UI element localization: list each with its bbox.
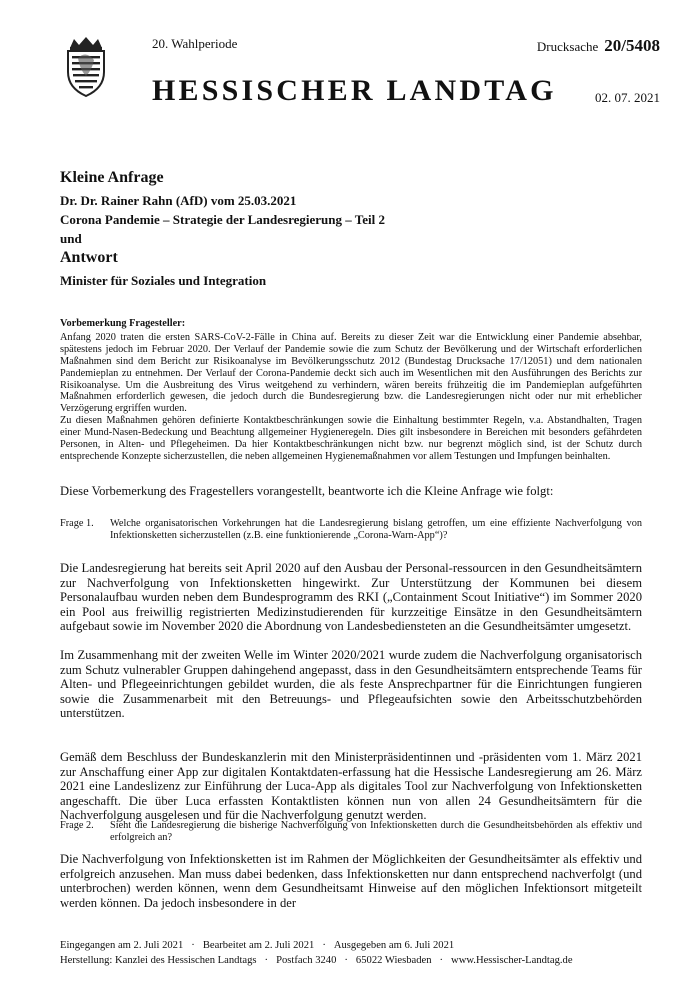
publisher: Herstellung: Kanzlei des Hessischen Landtags [60,955,257,966]
separator: · [439,955,444,966]
answer-kind: Antwort [60,249,118,266]
drucksache-label: Drucksache [536,39,599,54]
hessen-coat-of-arms-logo [60,36,112,98]
question-number: Frage 2. [60,820,94,831]
footer [60,938,660,968]
answer-paragraph: Gemäß dem Beschluss der Bundeskanzlerin mit den Ministerpräsidentinnen und -präsidenten vom 1. März 2021 zur Anschaffung einer App zur digitalen Kontaktdaten-erfassung hat die Hessische Landesregierung am 26. März 2021 eine Landeslizenz zur Einführung der Luca-App als digitales Tool zur Nachverfolgung von Infektionsketten angeschafft. Die über Luca erfassten Kontaktlisten können nun von allen 24 Gesundheitsämtern für die Nachverfolgung ausgelesen und für die Nachverfolgung genutzt werden. [60,750,642,823]
drucksache [537,36,660,56]
footer-publisher [60,953,660,968]
publication-date: 02. 07. 2021 [595,90,660,105]
separator: · [191,940,195,951]
separator: · [344,955,348,966]
separator: · [322,940,326,951]
vorbemerkung-label: Vorbemerkung Fragesteller: [60,318,186,329]
answer-paragraph: Im Zusammenhang mit der zweiten Welle im Winter 2020/2021 wurde zudem die Nachverfolgung organisatorisch zum Schutz vulnerabler Gruppen dahingehend angepasst, dass in den Gesundheitsämtern entsprechende Teams für Alten- und Pflegeeinrichtungen gebildet wurden, die als feste Ansprechpartner für die Einrichtungen fungieren sowie die Zusammenarbeit mit den Betreuungs- und Pflegeaufsichten sowie den Arbeitsschutzbehörden unterstützen. [60,648,642,721]
vorbemerkung-paragraph: Zu diesen Maßnahmen gehören definierte Kontaktbeschränkungen sowie die Einhaltung bestimmter Regeln, v.a. Abstandhalten, Tragen einer Mund-Nasen-Bedeckung und Beachtung allgemeiner Hygieneregeln. Dies gilt insbesondere in Bereichen mit besonders gefährdeten Personen, in Alten- und Pflegeheimen. Da hier Kontaktbeschränkungen nicht bzw. nur begrenzt möglich sind, ist der Schutz durch entsprechende Konzepte sicherzustellen, die neben allgemeinen Hygienemaßnahmen vor allem Testungen und Impfungen beinhalten. [60,415,642,462]
document-kind: Kleine Anfrage [60,169,164,186]
answer-paragraph: Die Nachverfolgung von Infektionsketten ist im Rahmen der Möglichkeiten der Gesundheitsämter als effektiv und erfolgreich anzusehen. Man muss dabei bedenken, dass Infektionsketten nur dann entsprechend nachverfolgt (und unterbrochen) werden können, wenn dem Gesundheitsamt Hinweise auf den möglichen Infektionsort mitgeteilt werden können. Da jedoch insbesondere in der [60,852,642,910]
city: 65022 Wiesbaden [355,955,432,966]
website-link[interactable]: www.Hessischer-Landtag.de [451,955,573,966]
question-1 [60,518,642,542]
document-author: Dr. Dr. Rainer Rahn (AfD) vom 25.03.2021 [60,193,297,208]
ministry: Minister für Soziales und Integration [60,273,267,288]
question-number: Frage 1. [60,518,94,529]
question-text: Sieht die Landesregierung die bisherige Nachverfolgung von Infektionsketten durch die Gesundheitsbehörden als effektiv und erfolgreich an? [110,820,642,843]
question-2 [60,820,642,844]
landtag-title: HESSISCHER LANDTAG [152,74,557,107]
title-block [60,168,640,290]
wahlperiode: 20. Wahlperiode [152,36,238,51]
question-text: Welche organisatorischen Vorkehrungen hat die Landesregierung bislang getroffen, um eine effiziente Nachverfolgung von Infektionsketten sicherzustellen (z.B. eine funktionierende „Corona-Warn-App“)? [110,518,642,541]
footer-dates [60,938,660,953]
intro-statement: Diese Vorbemerkung des Fragestellers vorangestellt, beantworte ich die Kleine Anfrage wie folgt: [60,484,554,498]
processed-date: Bearbeitet am 2. Juli 2021 [202,940,315,951]
issued-date: Ausgegeben am 6. Juli 2021 [333,940,455,951]
vorbemerkung-fragesteller [60,318,642,463]
separator: · [264,955,269,966]
postfach: Postfach 3240 [276,955,337,966]
answer-paragraph: Die Landesregierung hat bereits seit April 2020 auf den Ausbau der Personal-ressourcen in den Gesundheitsämtern zur Nachverfolgung von Infektionsketten hingewirkt. Zur Unterstützung der Kommunen bei diesem Personalaufbau wurden neben dem Bundesprogramm des RKI („Containment Scout Initiative“) im Sommer 2020 ein Pool aus freiwillig registrierten Medizinstudierenden für kurzzeitige Einsätze in den Gesundheitsämtern aufgebaut sowie im November 2020 die Abordnung von Landesbediensteten an die Gesundheitsämter umgesetzt. [60,561,642,634]
und-label: und [60,231,82,246]
vorbemerkung-paragraph: Anfang 2020 traten die ersten SARS-CoV-2-Fälle in China auf. Bereits zu dieser Zeit war die Entwicklung einer Pandemie absehbar, spätestens jedoch im Februar 2020. Der Verlauf der Pandemie sowie die zum Schutz der Bevölkerung und der Wirtschaft erforderlichen Maßnahmen sind dem Bericht zur Risikoanalyse im Bevölkerungsschutz 2012 (Bundestag Drucksache 17/12051) und dem nationalen Pandemieplan zu entnehmen. Der Verlauf der Corona-Pandemie deckt sich auch im Wesentlichen mit den Ausführungen des Berichts zur Risikoanalyse. Um die Ausbreitung des Virus weitgehend zu verhindern, wären bereits frühzeitig die im Pandemieplan aufgeführten Maßnahmen erforderlich gewesen, die jedoch durch die Bundesregierung bzw. die Landesregierungen nicht oder nur mit erheblicher Verzögerung ergriffen wurden. [60,331,642,415]
drucksache-number: 20/5408 [604,36,660,55]
received-date: Eingegangen am 2. Juli 2021 [60,940,184,951]
document-subject: Corona Pandemie – Strategie der Landesregierung – Teil 2 [60,212,385,227]
